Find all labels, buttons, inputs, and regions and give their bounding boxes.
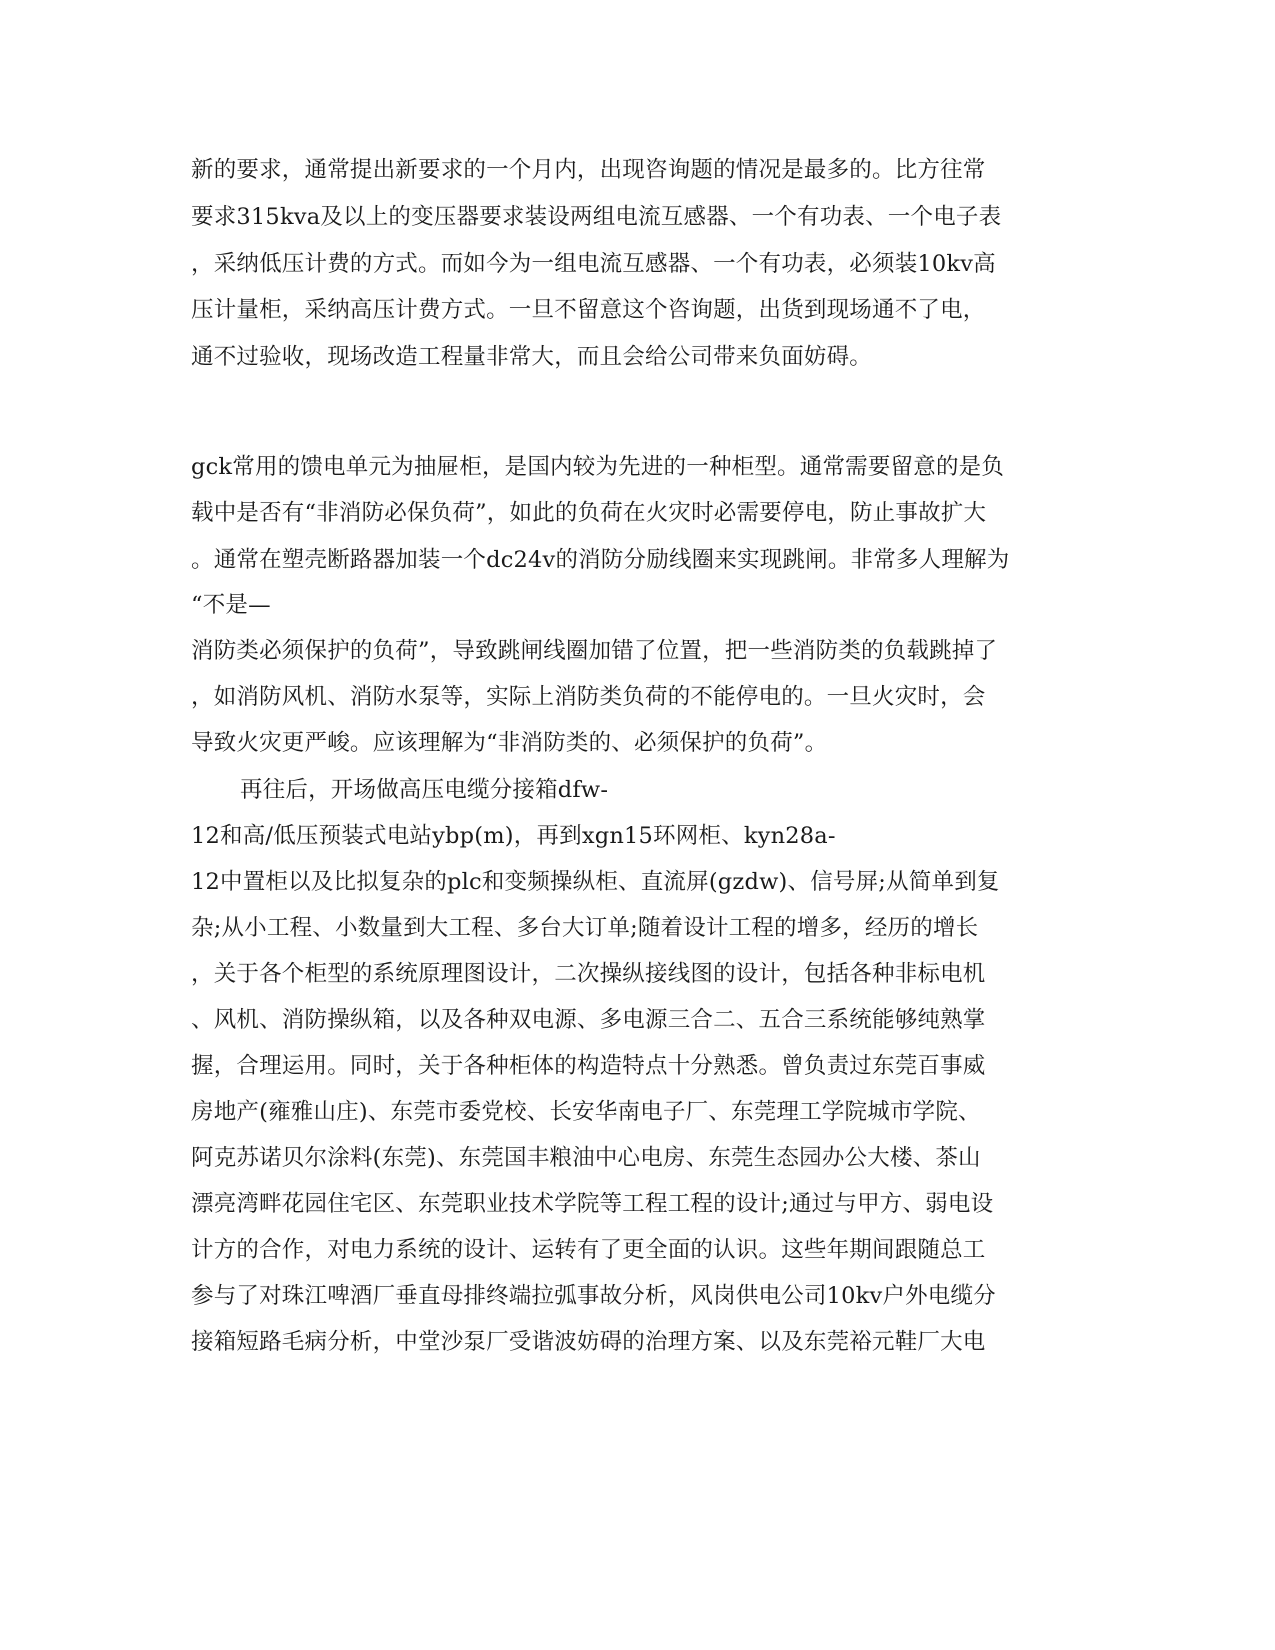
- text-line: 握，合理运用。同时，关于各种柜体的构造特点十分熟悉。曾负责过东莞百事威: [191, 1053, 986, 1079]
- text-line: 杂;从小工程、小数量到大工程、多台大订单;随着设计工程的增多，经历的增长: [191, 915, 979, 941]
- text-line: 要求315kva及以上的变压器要求装设两组电流互感器、一个有功表、一个电子表: [191, 204, 1002, 230]
- text-line: 新的要求，通常提出新要求的一个月内，出现咨询题的情况是最多的。比方往常: [191, 157, 986, 183]
- text-line: 接箱短路毛病分析，中堂沙泵厂受谐波妨碍的治理方案、以及东莞裕元鞋厂大电: [191, 1329, 986, 1355]
- text-line: ，如消防风机、消防水泵等，实际上消防类负荷的不能停电的。一旦火灾时，会: [191, 684, 986, 710]
- text-line: “不是—: [191, 592, 271, 618]
- text-line: 阿克苏诺贝尔涂料(东莞)、东莞国丰粮油中心电房、东莞生态园办公大楼、茶山: [191, 1145, 981, 1171]
- text-line: 、风机、消防操纵箱，以及各种双电源、多电源三合二、五合三系统能够纯熟掌: [191, 1007, 986, 1033]
- text-line: 通不过验收，现场改造工程量非常大，而且会给公司带来负面妨碍。: [191, 344, 873, 370]
- text-line: 压计量柜，采纳高压计费方式。一旦不留意这个咨询题，出货到现场通不了电，: [191, 297, 986, 323]
- text-line: 12和高/低压预装式电站ybp(m)，再到xgn15环网柜、kyn28a-: [191, 823, 836, 849]
- text-line: 12中置柜以及比拟复杂的plc和变频操纵柜、直流屏(gzdw)、信号屏;从简单到复: [191, 869, 1000, 895]
- text-line: 参与了对珠江啤酒厂垂直母排终端拉弧事故分析，风岗供电公司10kv户外电缆分: [191, 1283, 996, 1309]
- text-line: 计方的合作，对电力系统的设计、运转有了更全面的认识。这些年期间跟随总工: [191, 1237, 986, 1263]
- text-line: 。通常在塑壳断路器加装一个dc24v的消防分励线圈来实现跳闸。非常多人理解为: [191, 547, 1010, 573]
- text-line: ，采纳低压计费的方式。而如今为一组电流互感器、一个有功表，必须装10kv高: [191, 251, 996, 277]
- text-line: gck常用的馈电单元为抽屉柜，是国内较为先进的一种柜型。通常需要留意的是负: [191, 454, 1005, 480]
- text-line: 房地产(雍雅山庄)、东莞市委党校、长安华南电子厂、东莞理工学院城市学院、: [191, 1099, 981, 1125]
- text-line: 导致火灾更严峻。应该理解为“非消防类的、必须保护的负荷”。: [191, 730, 828, 756]
- text-line: 再往后，开场做高压电缆分接箱dfw-: [240, 777, 609, 803]
- text-line: 载中是否有“非消防必保负荷”，如此的负荷在火灾时必需要停电，防止事故扩大: [191, 500, 987, 526]
- text-line: ，关于各个柜型的系统原理图设计，二次操纵接线图的设计，包括各种非标电机: [191, 961, 986, 987]
- text-line: 消防类必须保护的负荷”，导致跳闸线圈加错了位置，把一些消防类的负载跳掉了: [191, 638, 998, 664]
- text-line: 漂亮湾畔花园住宅区、东莞职业技术学院等工程工程的设计;通过与甲方、弱电设: [191, 1191, 994, 1217]
